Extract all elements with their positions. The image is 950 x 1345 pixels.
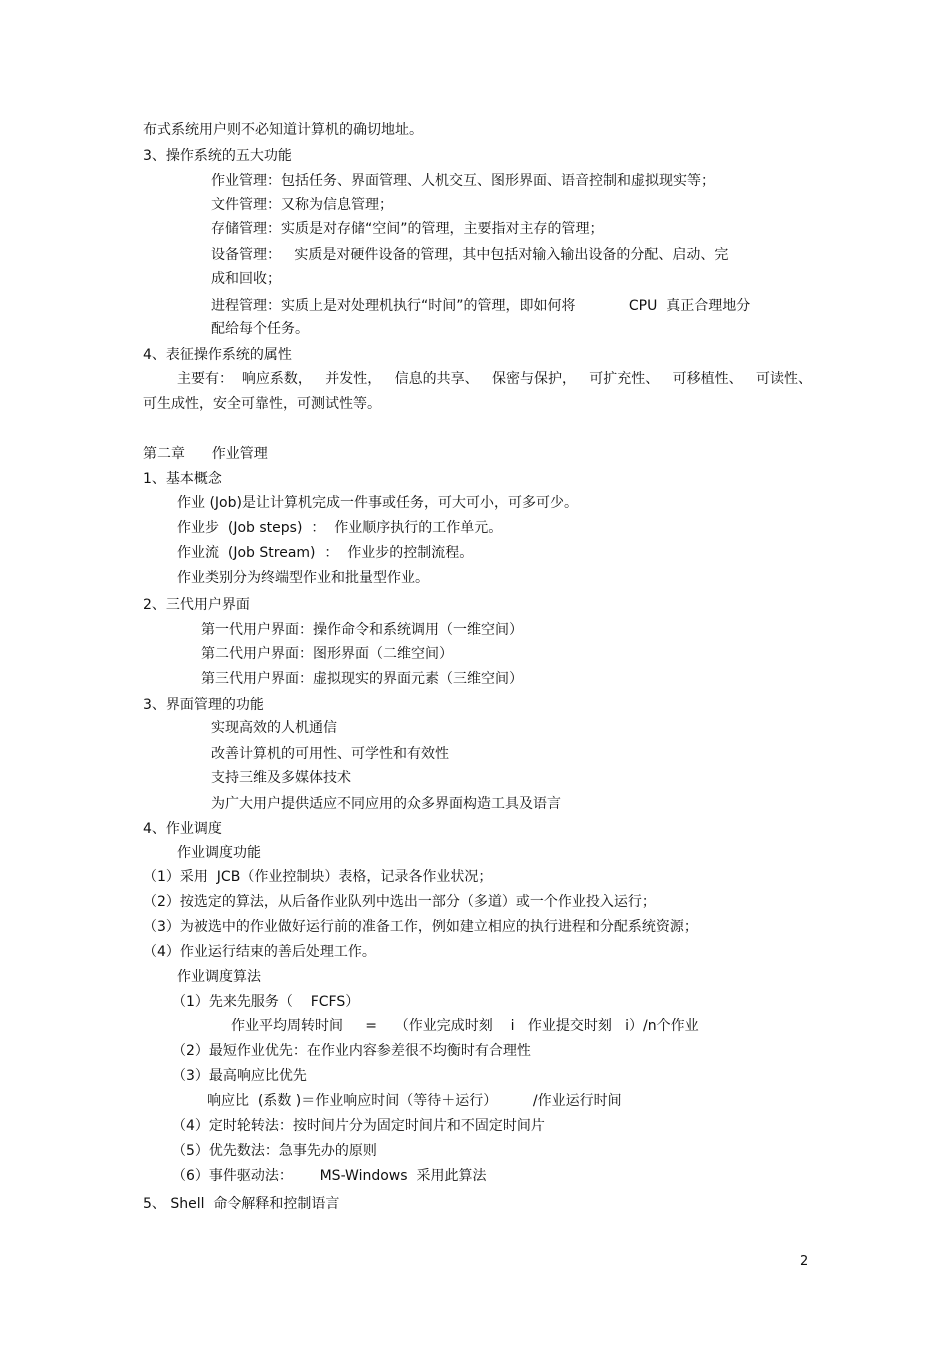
list-item: （3）最高响应比优先 (172, 1068, 307, 1084)
list-item: （1）先来先服务（ FCFS） (172, 994, 360, 1010)
text-line: 为广大用户提供适应不同应用的众多界面构造工具及语言 (211, 796, 561, 812)
text-line: 支持三维及多媒体技术 (211, 770, 351, 786)
text-line: 主要有： 响应系数， 并发性， 信息的共享、 保密与保护， 可扩充性、 可移植性、 可读性、 (177, 371, 813, 387)
text-line: 第三代用户界面：虚拟现实的界面元素（三维空间） (201, 671, 523, 687)
text-line: 作业管理：包括任务、界面管理、人机交互、图形界面、语音控制和虚拟现实等； (211, 173, 715, 189)
list-item: （4）作业运行结束的善后处理工作。 (143, 944, 376, 960)
text-line: 作业类别分为终端型作业和批量型作业。 (177, 570, 429, 586)
section-heading: 4、作业调度 (143, 821, 222, 837)
section-heading: 5、 Shell 命令解释和控制语言 (143, 1196, 340, 1212)
text-line: 设备管理： 实质是对硬件设备的管理，其中包括对输入输出设备的分配、启动、完 (211, 247, 729, 263)
formula-line: 响应比 (系数 )＝作业响应时间（等待＋运行） /作业运行时间 (207, 1093, 622, 1109)
text-line: 第一代用户界面：操作命令和系统调用（一维空间） (201, 622, 523, 638)
text-line: 作业流 (Job Stream) ： 作业步的控制流程。 (177, 545, 474, 561)
text-line: 布式系统用户则不必知道计算机的确切地址。 (143, 122, 423, 138)
list-item: （2）按选定的算法，从后备作业队列中选出一部分（多道）或一个作业投入运行； (143, 894, 656, 910)
section-heading: 3、操作系统的五大功能 (143, 148, 292, 164)
list-item: （6）事件驱动法： MS-Windows 采用此算法 (172, 1168, 487, 1184)
list-item: （3）为被选中的作业做好运行前的准备工作，例如建立相应的执行进程和分配系统资源； (143, 919, 698, 935)
text-line: 作业调度功能 (177, 845, 261, 861)
section-heading: 4、表征操作系统的属性 (143, 347, 292, 363)
text-line: 作业调度算法 (177, 969, 261, 985)
page-number: 2 (800, 1254, 809, 1269)
text-line: 进程管理：实质上是对处理机执行“时间”的管理，即如何将 CPU 真正合理地分 (211, 298, 751, 314)
formula-line: 作业平均周转时间 = （作业完成时刻 i 作业提交时刻 i）/n个作业 (231, 1018, 699, 1034)
text-line: 实现高效的人机通信 (211, 720, 337, 736)
text-line: 作业 (Job)是让计算机完成一件事或任务，可大可小，可多可少。 (177, 495, 578, 511)
section-heading: 2、三代用户界面 (143, 597, 250, 613)
text-line: 改善计算机的可用性、可学性和有效性 (211, 746, 449, 762)
list-item: （5）优先数法：急事先办的原则 (172, 1143, 377, 1159)
text-line: 可生成性，安全可靠性，可测试性等。 (143, 396, 381, 412)
section-heading: 1、基本概念 (143, 471, 222, 487)
text-line: 作业步 (Job steps) ： 作业顺序执行的工作单元。 (177, 520, 503, 536)
text-line: 配给每个任务。 (211, 321, 309, 337)
text-line: 存储管理：实质是对存储“空间”的管理，主要指对主存的管理； (211, 221, 604, 237)
chapter-heading: 第二章 作业管理 (143, 446, 268, 462)
text-line: 文件管理：又称为信息管理； (211, 197, 393, 213)
list-item: （1）采用 JCB（作业控制块）表格，记录各作业状况； (143, 869, 493, 885)
list-item: （2）最短作业优先：在作业内容参差很不均衡时有合理性 (172, 1043, 531, 1059)
section-heading: 3、界面管理的功能 (143, 697, 264, 713)
text-line: 第二代用户界面：图形界面（二维空间） (201, 646, 453, 662)
text-line: 成和回收； (211, 271, 281, 287)
list-item: （4）定时轮转法：按时间片分为固定时间片和不固定时间片 (172, 1118, 545, 1134)
